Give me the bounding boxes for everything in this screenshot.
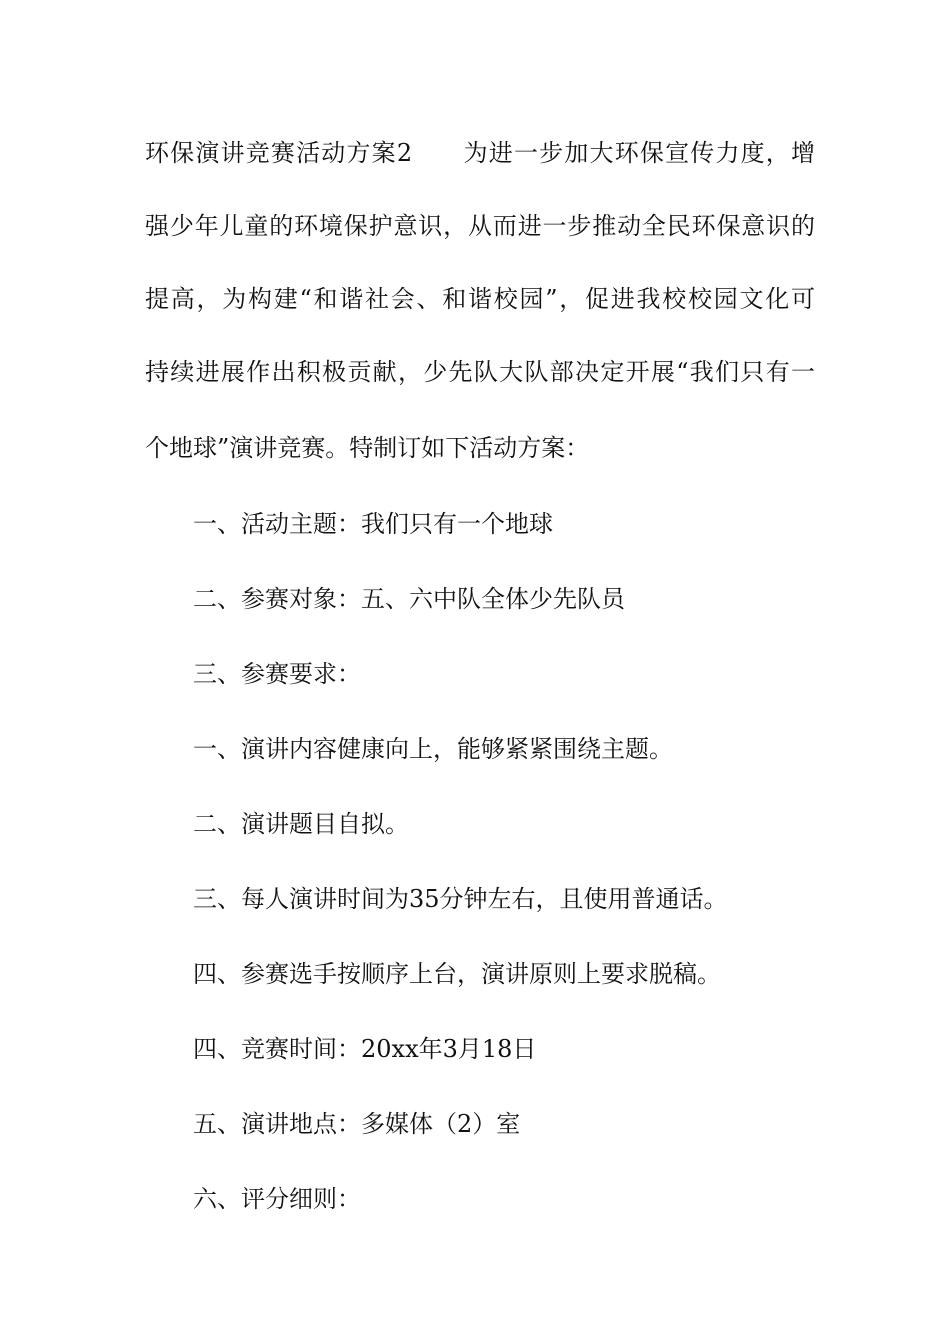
section-heading-participants: 二、参赛对象：五、六中队全体少先队员 (193, 585, 625, 613)
requirement-item: 四、参赛选手按顺序上台，演讲原则上要求脱稿。 (193, 960, 721, 988)
requirement-item: 二、演讲题目自拟。 (193, 810, 409, 838)
paragraph-line: 环保演讲竞赛活动方案2 为进一步加大环保宣传力度，增 (145, 139, 815, 167)
paragraph-line: 提高，为构建“和谐社会、和谐校园”，促进我校校园文化可 (145, 285, 815, 313)
requirement-item: 三、每人演讲时间为35分钟左右，且使用普通话。 (193, 885, 728, 913)
section-heading-location: 五、演讲地点：多媒体（2）室 (193, 1110, 521, 1138)
paragraph-line: 持续进展作出积极贡献，少先队大队部决定开展“我们只有一 (145, 358, 815, 386)
section-heading-time: 四、竞赛时间：20xx年3月18日 (193, 1035, 537, 1063)
paragraph-line: 强少年儿童的环境保护意识，从而进一步推动全民环保意识的 (145, 212, 815, 240)
section-heading-scoring: 六、评分细则： (193, 1185, 361, 1213)
section-heading-requirements: 三、参赛要求： (193, 660, 361, 688)
requirement-item: 一、演讲内容健康向上，能够紧紧围绕主题。 (193, 735, 673, 763)
section-heading-theme: 一、活动主题：我们只有一个地球 (193, 510, 553, 538)
paragraph-line: 个地球”演讲竞赛。特制订如下活动方案： (145, 434, 590, 462)
